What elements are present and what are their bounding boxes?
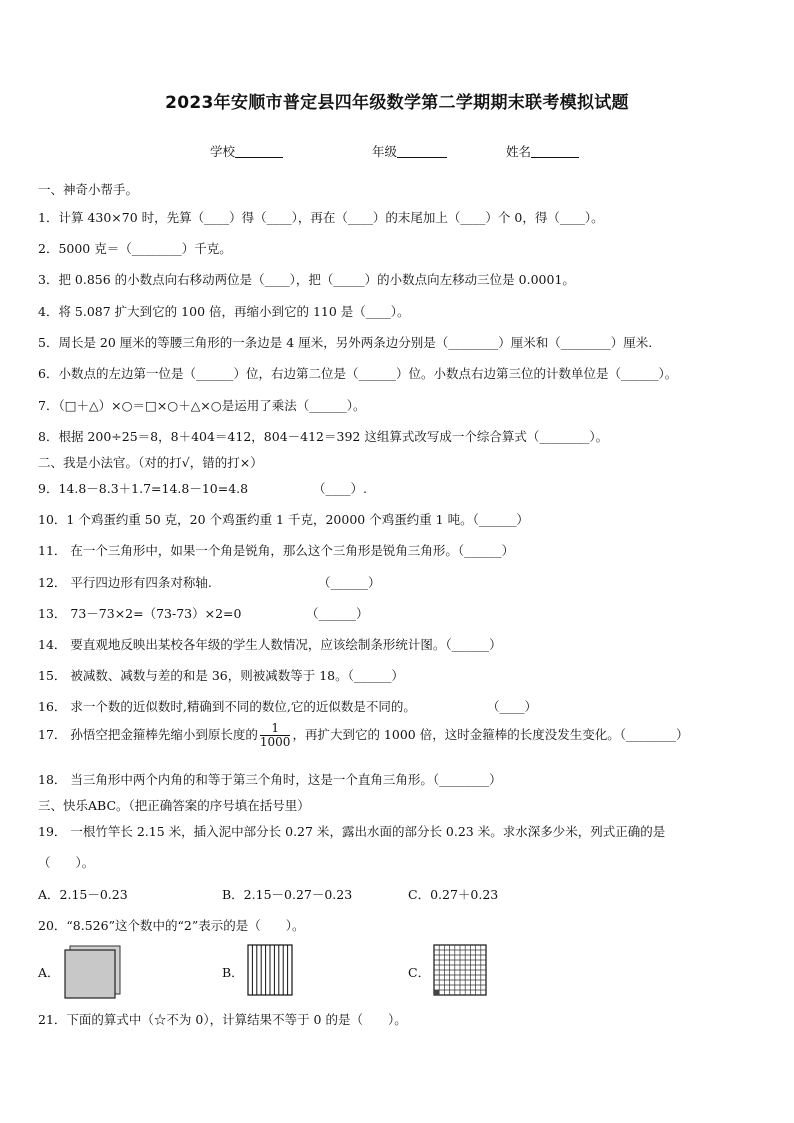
question-13: 13． 73－73×2=（73-73）×2=0: [38, 606, 242, 621]
question-4: 4．将 5.087 扩大到它的 100 倍，再缩小到它的 110 是（____）。: [38, 304, 410, 319]
section-1-heading: 一、神奇小帮手。: [38, 182, 139, 197]
question-20-option-c[interactable]: C．: [408, 965, 431, 980]
question-8: 8．根据 200÷25＝8，8＋404＝412，804－412＝392 这组算式改写成一个综合算式（________）。: [38, 429, 609, 444]
question-16: 16． 求一个数的近似数时,精确到不同的数位,它的近似数是不同的。: [38, 699, 416, 714]
name-blank[interactable]: [531, 144, 579, 158]
question-11: 11． 在一个三角形中，如果一个角是锐角，那么这个三角形是锐角三角形。（______）: [38, 543, 515, 558]
question-7: 7．（□＋△）×○＝□×○＋△×○是运用了乘法（______）。: [38, 398, 366, 413]
section-2-heading: 二、我是小法官。（对的打√，错的打×）: [38, 455, 263, 470]
grade-label: 年级: [372, 144, 398, 159]
fraction-denominator: 1000: [259, 735, 291, 750]
question-12-blank[interactable]: （______）: [318, 575, 381, 590]
section-3-heading: 三、快乐ABC。（把正确答案的序号填在括号里）: [38, 798, 310, 813]
question-17-text-start: 17． 孙悟空把金箍棒先缩小到原长度的: [38, 727, 258, 743]
grade-field: [372, 142, 447, 160]
question-3: 3．把 0.856 的小数点向右移动两位是（____），把（_____）的小数点向左移动三位是 0.0001。: [38, 272, 575, 287]
question-14: 14． 要直观地反映出某校各年级的学生人数情况，应该绘制条形统计图。（______）: [38, 637, 502, 652]
question-19-option-c[interactable]: C．0.27＋0.23: [408, 887, 499, 902]
question-16-blank[interactable]: （____）: [487, 699, 538, 714]
question-21: 21．下面的算式中（☆不为 0），计算结果不等于 0 的是（ ）。: [38, 1012, 407, 1027]
question-20-option-b[interactable]: B．: [222, 965, 244, 980]
question-6: 6．小数点的左边第一位是（______）位，右边第二位是（______）位。小数点右边第三位的计数单位是（______）。: [38, 366, 678, 381]
question-9-blank[interactable]: （____）.: [313, 481, 367, 496]
question-5: 5．周长是 20 厘米的等腰三角形的一条边是 4 厘米，另外两条边分别是（________）厘米和（________）厘米.: [38, 335, 653, 350]
fraction: [260, 722, 291, 749]
question-19-continued: （ ）。: [38, 855, 95, 870]
question-20: 20．“8.526”这个数中的“2”表示的是（ ）。: [38, 918, 305, 933]
question-18: 18． 当三角形中两个内角的和等于第三个角时，这是一个直角三角形。（________）: [38, 772, 502, 787]
page-title: 2023年安顺市普定县四年级数学第二学期期末联考模拟试题: [165, 93, 629, 113]
question-17: [38, 722, 688, 749]
question-17-text-end: ，再扩大到它的 1000 倍，这时金箍棒的长度没发生变化。（________）: [292, 727, 689, 743]
question-1: 1．计算 430×70 时，先算（____）得（____），再在（____）的末尾加上（____）个 0，得（____）。: [38, 210, 604, 225]
grade-blank[interactable]: [397, 144, 447, 158]
question-20-option-a[interactable]: A．: [38, 965, 60, 980]
fraction-numerator: 1: [260, 722, 291, 736]
school-blank[interactable]: [235, 144, 283, 158]
option-c-grid-image: [432, 943, 490, 1002]
question-19-option-a[interactable]: A．2.15－0.23: [38, 887, 128, 902]
question-13-blank[interactable]: （______）: [306, 606, 369, 621]
question-15: 15． 被减数、减数与差的和是 36，则被减数等于 18。（______）: [38, 668, 404, 683]
question-19: 19． 一根竹竿长 2.15 米，插入泥中部分长 0.27 米，露出水面的部分长 0.23 米。求水深多少米，列式正确的是: [38, 824, 666, 839]
question-12: 12． 平行四边形有四条对称轴.: [38, 575, 212, 590]
question-19-option-b[interactable]: B．2.15－0.27－0.23: [222, 887, 353, 902]
name-label: 姓名: [506, 144, 532, 159]
question-10: 10．1 个鸡蛋约重 50 克，20 个鸡蛋约重 1 千克，20000 个鸡蛋约重 1 吨。（______）: [38, 512, 529, 527]
question-9: 9．14.8－8.3＋1.7=14.8－10=4.8: [38, 481, 249, 496]
question-2: 2．5000 克＝（________）千克。: [38, 241, 232, 256]
school-label: 学校: [210, 144, 236, 159]
option-a-squares-image: [62, 944, 122, 1003]
name-field: [506, 142, 579, 160]
option-b-strips-image: [246, 943, 296, 1002]
school-field: [210, 142, 283, 160]
